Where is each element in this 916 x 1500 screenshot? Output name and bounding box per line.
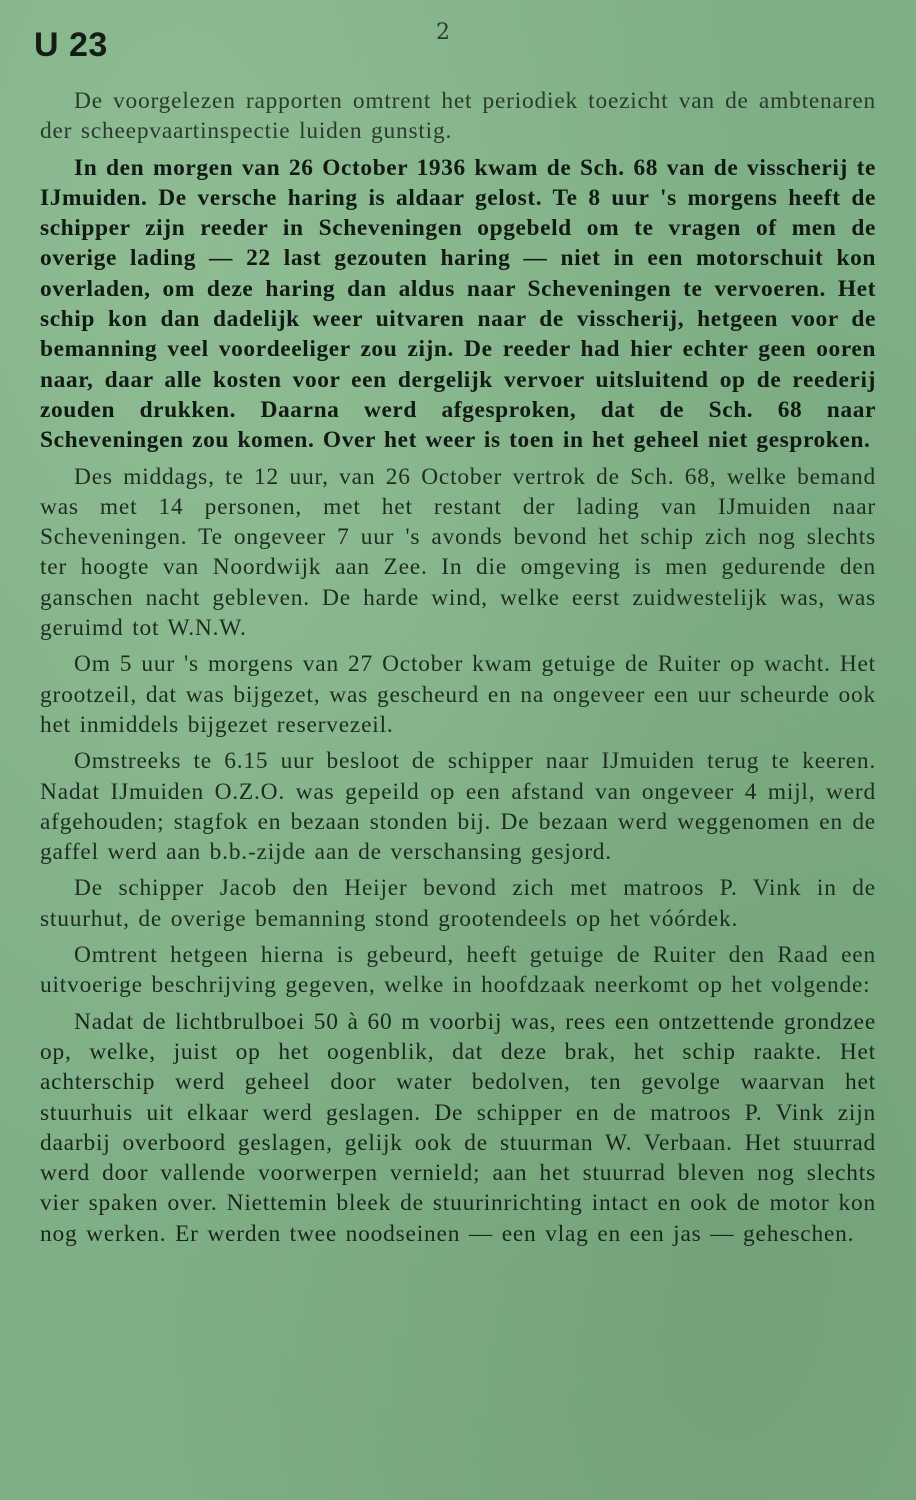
paragraph-inspection: De voorgelezen rapporten omtrent het periodiek toezicht van de ambtenaren der scheepvaartinspectie luiden gunstig. xyxy=(40,88,876,145)
paragraph-groundsea: Nadat de lichtbrulboei 50 à 60 m voorbij was, rees een ontzettende grondzee op, welke, juist op het oogenblik, dat deze brak, het schip raakte. Het achterschip werd geheel door water bedolven, ten gevolge waarvan het stuurhuis uit elkaar werd geslagen. De schipper en de matroos P. Vink zijn daarbij overboord geslagen, gelijk ook de stuurman W. Verbaan. Het stuurrad werd door vallende voorwerpen vernield; aan het stuurrad bleven nog slechts vier spaken over. Niettemin bleek de stuurinrichting intact en ook de motor kon nog werken. Er werden twee noodseinen — een vlag en een jas — geheschen. xyxy=(40,1008,876,1247)
paragraph-arrival-ijmuiden: In den morgen van 26 October 1936 kwam de Sch. 68 van de visscherij te IJmuiden. De versche haring is aldaar gelost. Te 8 uur 's morgens heeft de schipper zijn reeder in Scheveningen opgebeld om te vragen of men de overige lading — 22 last gezouten haring — niet in een motorschuit kon overladen, om deze haring dan aldus naar Scheveningen te vervoeren. Het schip kon dan dadelijk weer uitvaren naar de visscherij, hetgeen voor de bemanning veel voordeeliger zou zijn. De reeder had hier echter geen ooren naar, daar alle kosten voor een dergelijk vervoer uitsluitend op de reederij zouden drukken. Daarna werd afgesproken, dat de Sch. 68 naar Scheveningen zou komen. Over het weer is toen in het geheel niet gesproken. xyxy=(40,154,876,454)
paragraph-departure: Des middags, te 12 uur, van 26 October vertrok de Sch. 68, welke bemand was met 14 personen, met het restant der lading van IJmuiden naar Scheveningen. Te ongeveer 7 uur 's avonds bevond het schip zich nog slechts ter hoogte van Noordwijk aan Zee. In die omgeving is men gedurende den ganschen nacht gebleven. De harde wind, welke eerst zuidwestelijk was, was geruimd tot W.N.W. xyxy=(40,463,876,642)
document-body xyxy=(40,86,876,1249)
page-number: 2 xyxy=(436,20,450,45)
paragraph-wheelhouse: De schipper Jacob den Heijer bevond zich met matroos P. Vink in de stuurhut, de overige bemanning stond grootendeels op het vóórdek. xyxy=(40,875,876,932)
paragraph-return: Omstreeks te 6.15 uur besloot de schipper naar IJmuiden terug te keeren. Nadat IJmuiden O.Z.O. was gepeild op een afstand van ongeveer 4 mijl, werd afgehouden; stagfok en bezaan stonden bij. De bezaan werd weggenomen en de gaffel werd aan b.b.-zijde aan de verschansing gesjord. xyxy=(40,748,876,866)
paragraph-watch: Om 5 uur 's morgens van 27 October kwam getuige de Ruiter op wacht. Het grootzeil, dat was bijgezet, was gescheurd en na ongeveer een uur scheurde ook het inmiddels bijgezet reservezeil. xyxy=(40,651,876,738)
document-code: U 23 xyxy=(34,26,108,64)
paragraph-testimony: Omtrent hetgeen hierna is gebeurd, heeft getuige de Ruiter den Raad een uitvoerige beschrijving gegeven, welke in hoofdzaak neerkomt op het volgende: xyxy=(40,942,876,999)
